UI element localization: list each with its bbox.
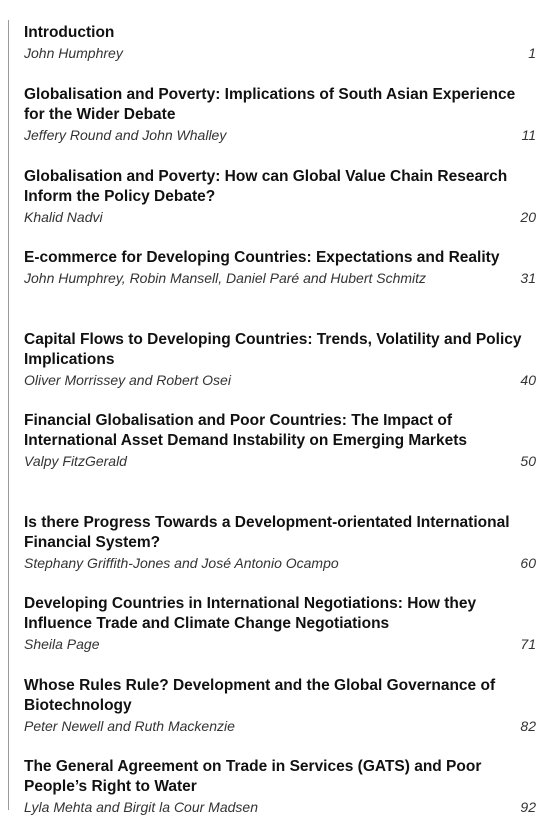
toc-entry: [24, 513, 538, 573]
entry-authors: Peter Newell and Ruth Mackenzie: [24, 718, 235, 734]
entry-authors: Oliver Morrissey and Robert Osei: [24, 372, 231, 388]
entry-authors: Lyla Mehta and Birgit la Cour Madsen: [24, 799, 258, 815]
entry-title: Introduction: [24, 24, 115, 41]
entry-authors: Khalid Nadvi: [24, 209, 103, 225]
entry-title: E-commerce for Developing Countries: Expectations and Reality: [24, 249, 500, 266]
toc-entry: [24, 594, 538, 654]
toc-entry: [24, 248, 538, 288]
entry-authors: Jeffery Round and John Whalley: [24, 127, 227, 143]
entry-page-number: 11: [521, 127, 536, 143]
toc-entry: [24, 167, 538, 227]
entry-title: Whose Rules Rule? Development and the Global Governance of Biotechnology: [24, 677, 496, 714]
toc-entry: [24, 676, 538, 736]
entry-title: Capital Flows to Developing Countries: Trends, Volatility and Policy Implications: [24, 331, 522, 368]
toc-entry: [24, 757, 538, 817]
entry-title: Is there Progress Towards a Development-orientated International Financial System?: [24, 514, 510, 551]
entry-page-number: 20: [520, 209, 536, 225]
entry-title: Globalisation and Poverty: Implications of South Asian Experience for the Wider Debate: [24, 86, 516, 123]
page-edge-divider: [8, 20, 9, 810]
entry-page-number: 60: [520, 555, 536, 571]
entry-page-number: 40: [520, 372, 536, 388]
entry-page-number: 1: [528, 45, 536, 61]
entry-authors: Stephany Griffith-Jones and José Antonio Ocampo: [24, 555, 339, 571]
entry-authors: Sheila Page: [24, 636, 100, 652]
toc-entry: [24, 23, 538, 63]
toc-entry: [24, 330, 538, 390]
toc-entry: [24, 85, 538, 145]
entry-title: The General Agreement on Trade in Services (GATS) and Poor People’s Right to Water: [24, 758, 482, 795]
toc-entry: [24, 411, 538, 471]
entry-page-number: 50: [520, 453, 536, 469]
entry-authors: Valpy FitzGerald: [24, 453, 127, 469]
entry-page-number: 71: [520, 636, 536, 652]
entry-authors: John Humphrey, Robin Mansell, Daniel Paré and Hubert Schmitz: [24, 270, 427, 286]
entry-title: Developing Countries in International Negotiations: How they Influence Trade and Climate Change Negotiations: [24, 595, 477, 632]
entry-page-number: 92: [520, 799, 536, 815]
entry-title: Globalisation and Poverty: How can Global Value Chain Research Inform the Policy Debate?: [24, 168, 508, 205]
entry-page-number: 31: [520, 270, 536, 286]
entry-title: Financial Globalisation and Poor Countries: The Impact of International Asset Demand Instability on Emerging Markets: [24, 412, 467, 449]
entry-authors: John Humphrey: [24, 45, 123, 61]
entry-page-number: 82: [520, 718, 536, 734]
